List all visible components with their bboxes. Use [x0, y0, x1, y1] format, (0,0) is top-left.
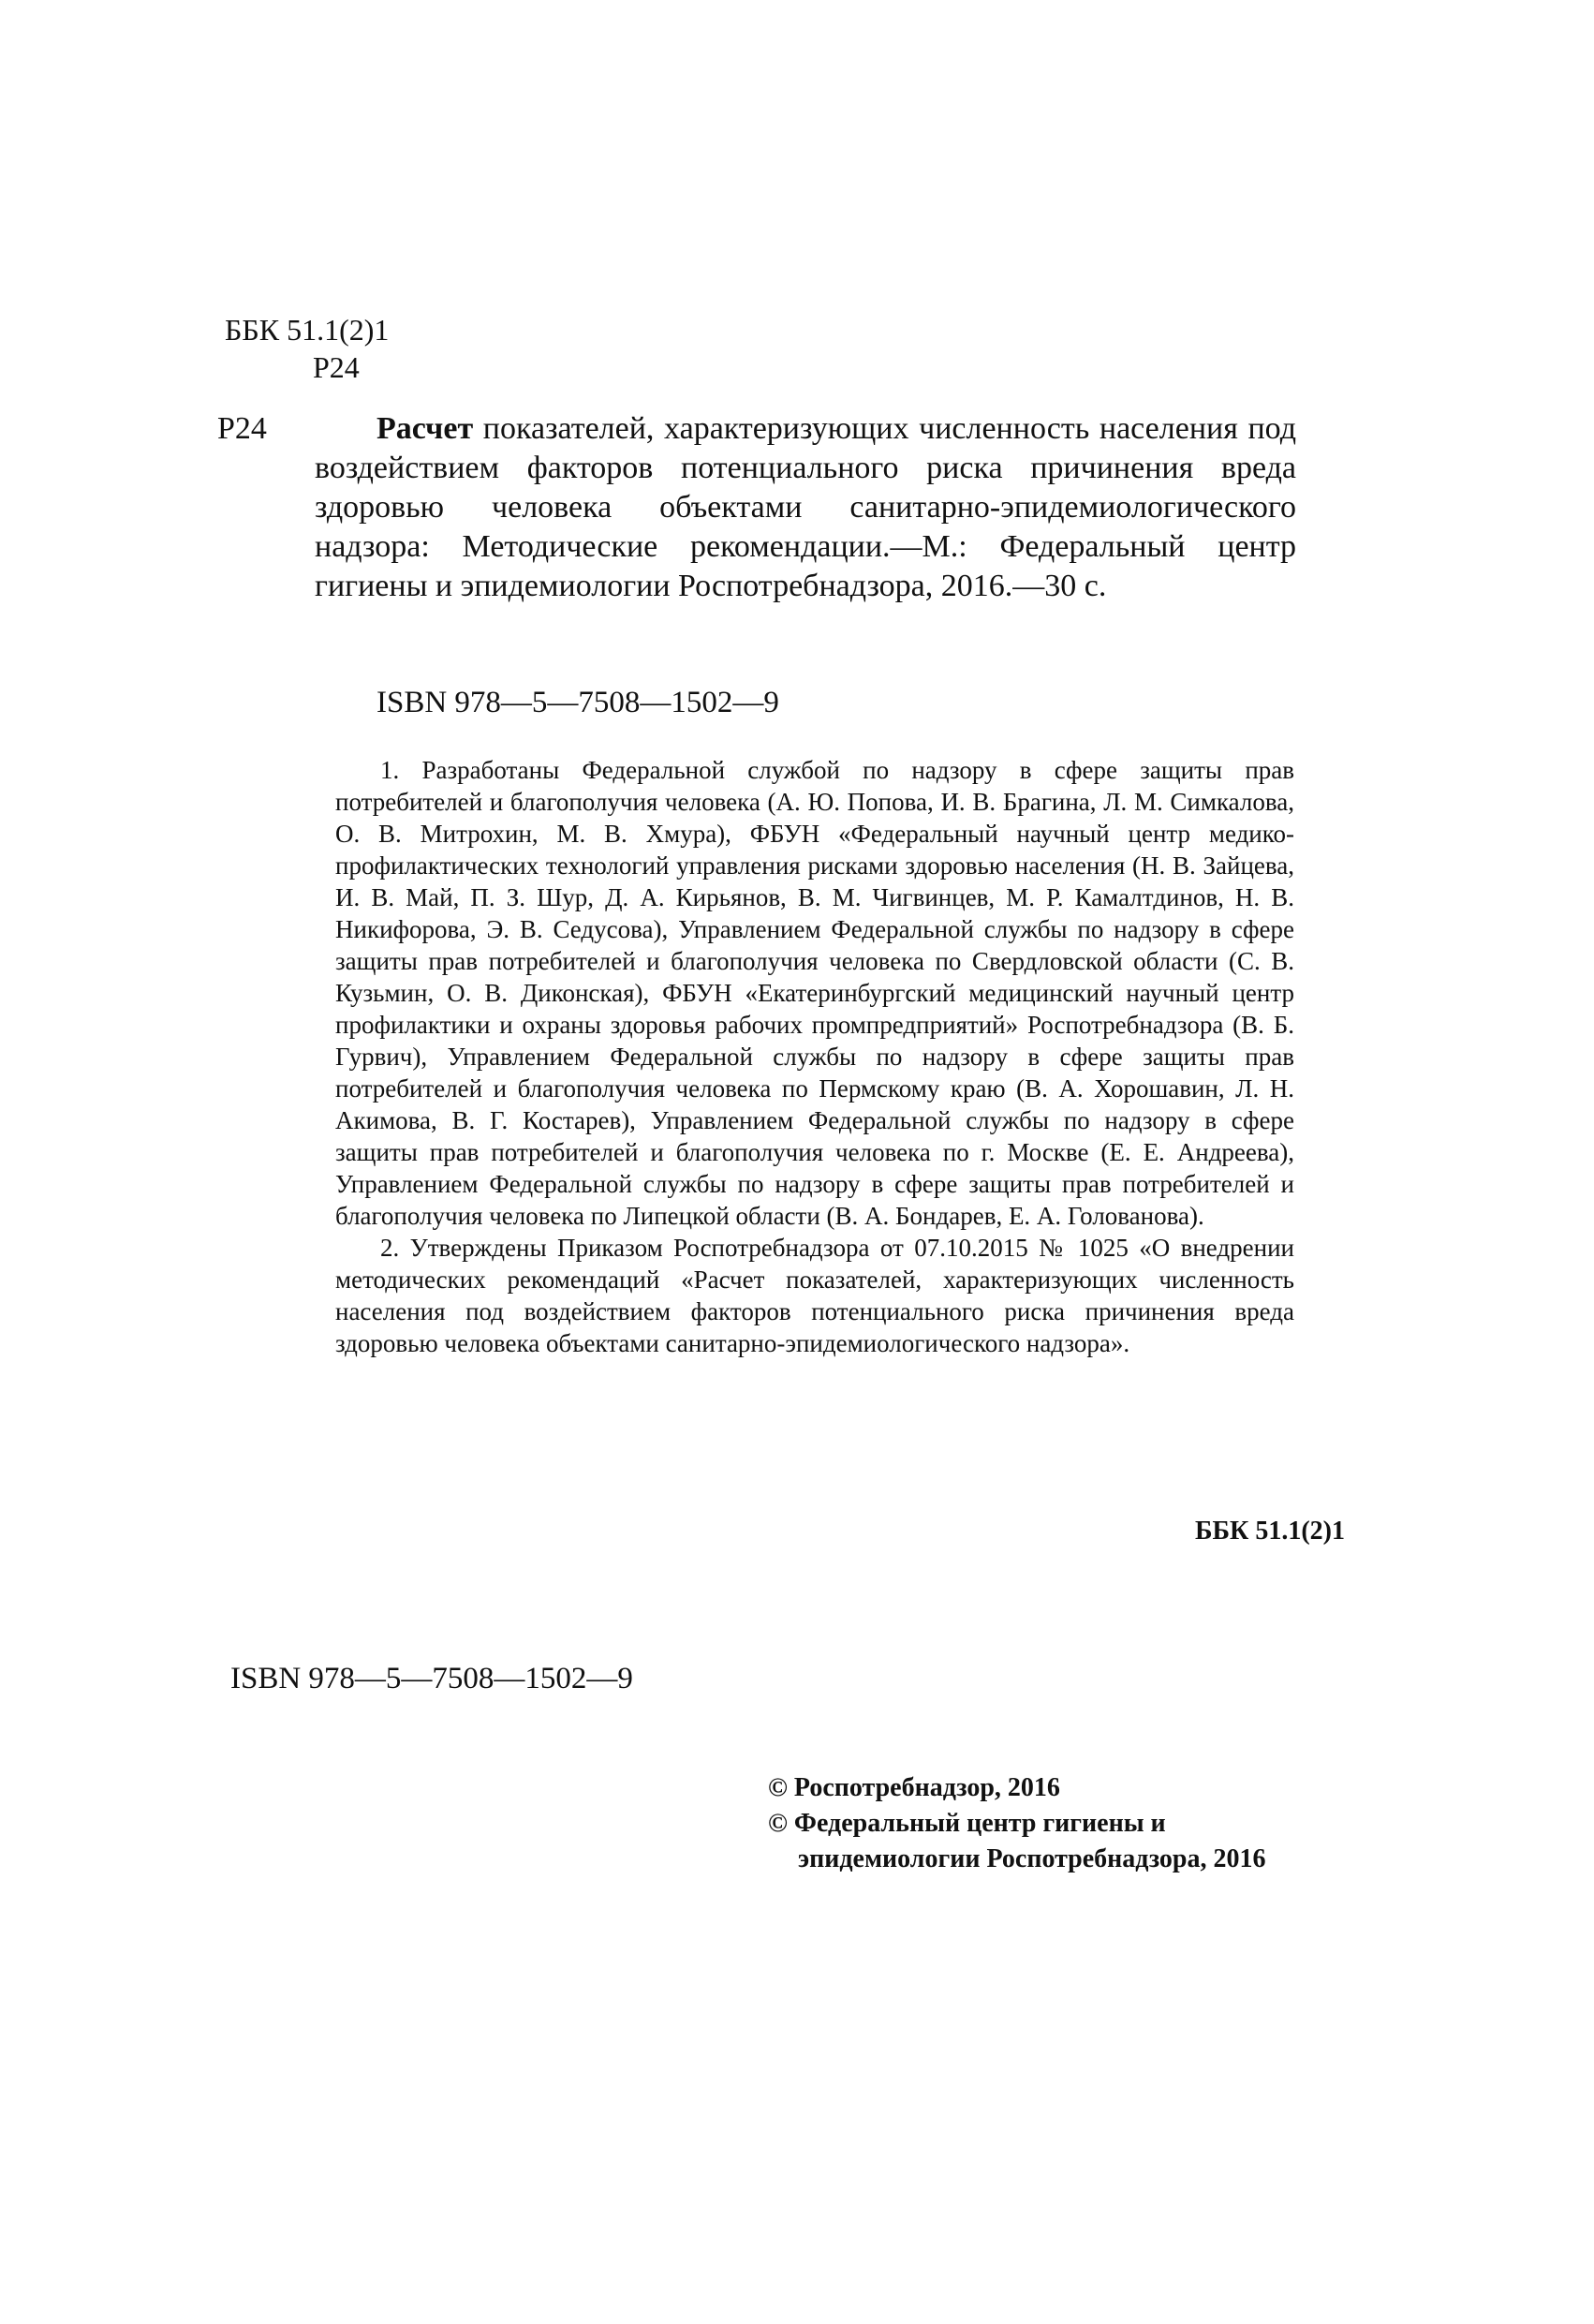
- entry-title-rest: показателей, характеризующих численность населения под воздействием факторов потенциального риска причинения вреда здоровью человека объектами санитарно-эпидемиологического надзора: Методические рекомендации.—М.: Федеральный центр гигиены и эпидемиологии Роспотребнадзора, 2016.—30 с.: [315, 411, 1296, 603]
- bbk-index-block: [225, 311, 389, 386]
- bbk-index: ББК 51.1(2)1: [225, 313, 390, 347]
- isbn-footer: ISBN 978—5—7508—1502—9: [230, 1662, 633, 1695]
- copyright-line-1: © Роспотребнадзор, 2016: [768, 1773, 1060, 1802]
- notes-section: [335, 754, 1294, 1359]
- author-mark: Р24: [313, 350, 360, 384]
- entry-title-bold: Расчет: [376, 411, 474, 446]
- copyright-line-3: эпидемиологии Роспотребнадзора, 2016: [798, 1844, 1266, 1873]
- isbn-main: ISBN 978—5—7508—1502—9: [376, 686, 779, 719]
- copyright-line-2: © Федеральный центр гигиены и: [768, 1809, 1166, 1838]
- bibliographic-entry: [315, 409, 1296, 606]
- copyright-block: [768, 1770, 1265, 1877]
- note-approved-by: 2. Утверждены Приказом Роспотребнадзора от 07.10.2015 № 1025 «О внедрении методических рекомендаций «Расчет показателей, характеризующих численность населения под воздействием факторов потенциального риска причинения вреда здоровью человека объектами санитарно-эпидемиологического надзора».: [335, 1234, 1294, 1357]
- entry-author-mark: Р24: [217, 411, 267, 446]
- note-developed-by: 1. Разработаны Федеральной службой по надзору в сфере защиты прав потребителей и благополучия человека (А. Ю. Попова, И. В. Брагина, Л. М. Симкалова, О. В. Митрохин, М. В. Хмура), ФБУН «Федеральный научный центр медико-профилактических технологий управления рисками здоровью населения (Н. В. Зайцева, И. В. Май, П. З. Шур, Д. А. Кирьянов, В. М. Чигвинцев, М. Р. Камалтдинов, Н. В. Никифорова, Э. В. Седусова), Управлением Федеральной службы по надзору в сфере защиты прав потребителей и благополучия человека по Свердловской области (С. В. Кузьмин, О. В. Диконская), ФБУН «Екатеринбургский медицинский научный центр профилактики и охраны здоровья рабочих промпредприятий» Роспотребнадзора (В. Б. Гурвич), Управлением Федеральной службы по надзору в сфере защиты прав потребителей и благополучия человека по Пермскому краю (В. А. Хорошавин, Л. Н. Акимова, В. Г. Костарев), Управлением Федеральной службы по надзору в сфере защиты прав потребителей и благополучия человека по г. Москве (Е. Е. Андреева), Управлением Федеральной службы по надзору в сфере защиты прав потребителей и благополучия человека по Липецкой области (В. А. Бондарев, Е. А. Голованова).: [335, 756, 1294, 1230]
- bbk-footer: ББК 51.1(2)1: [1195, 1517, 1345, 1546]
